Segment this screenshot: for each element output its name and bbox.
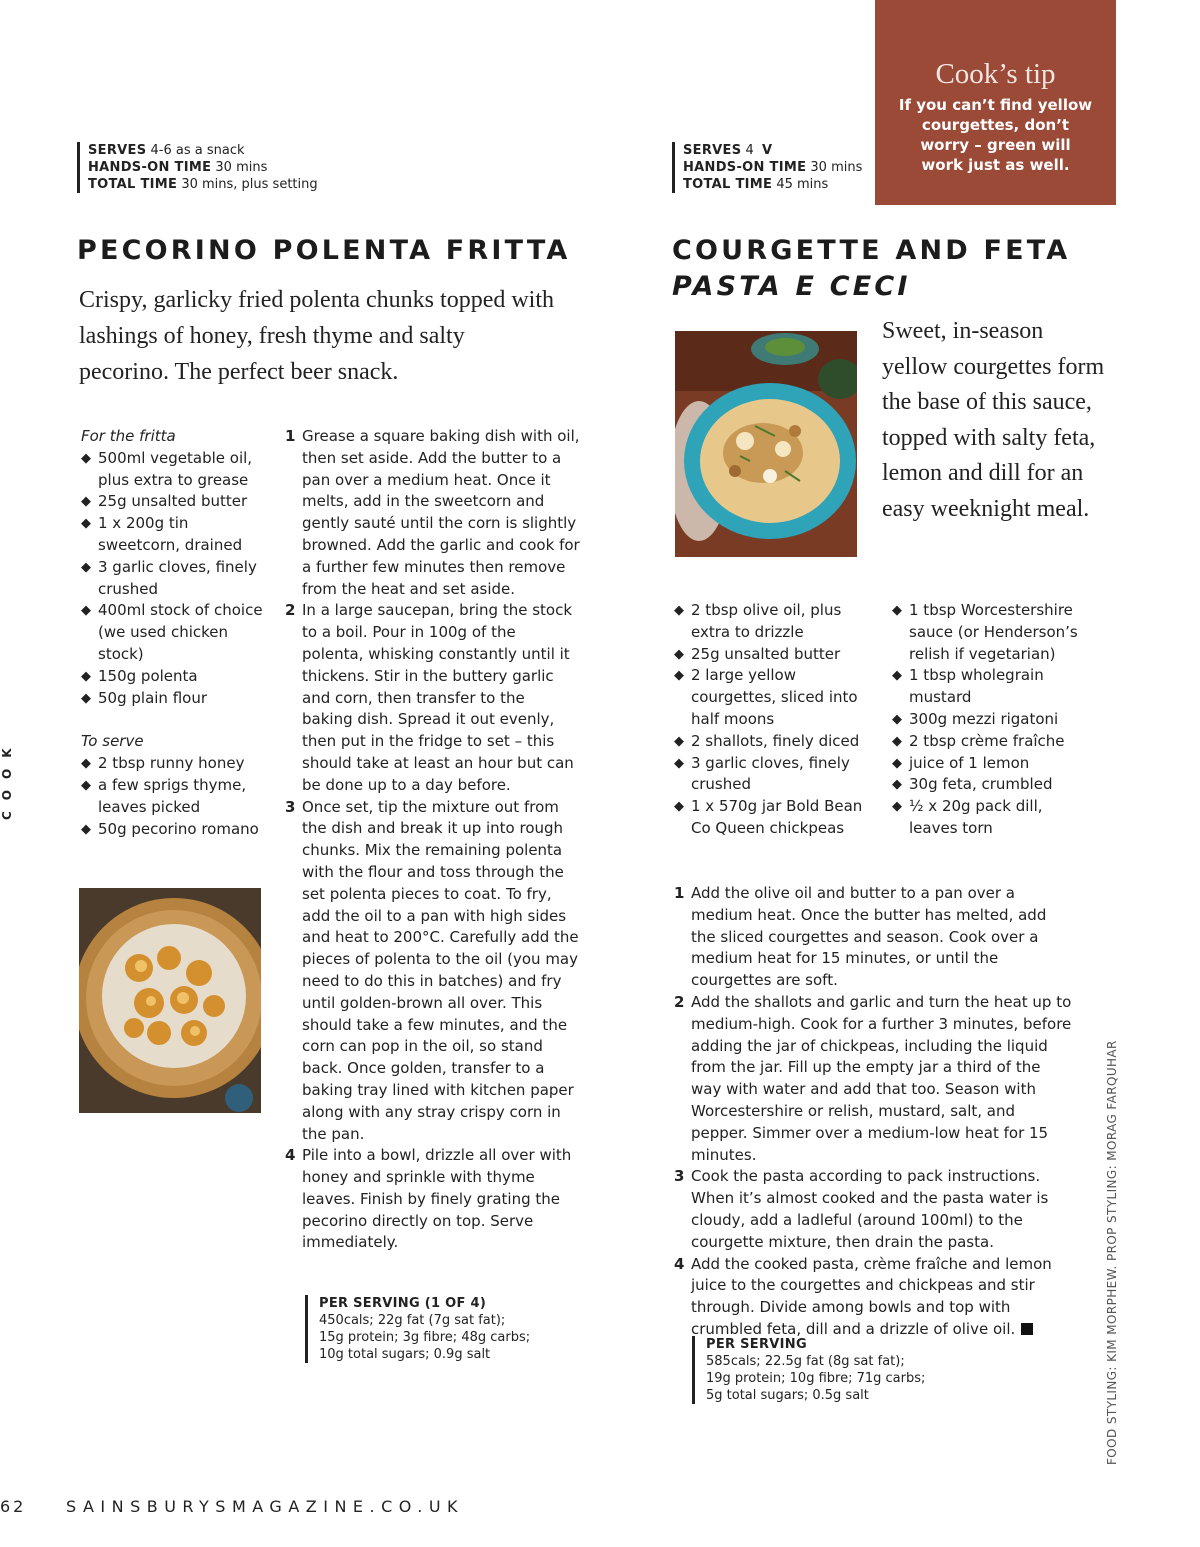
nutrition-label: PER SERVING	[706, 1337, 807, 1352]
serves-label: SERVES	[88, 143, 147, 158]
ingredient-item: ◆ 30g feta, crumbled	[892, 774, 1092, 796]
cooks-tip-box	[875, 0, 1116, 205]
ingredient-item: ◆ 2 large yellow courgettes, sliced into half moons	[674, 665, 874, 730]
right-nutrition	[692, 1336, 966, 1404]
ingredient-item: ◆ 25g unsalted butter	[81, 491, 271, 513]
page-number: 62	[0, 1497, 27, 1516]
nutrition-label: PER SERVING (1 OF 4)	[319, 1296, 487, 1311]
hands-on-value: 30 mins	[810, 160, 863, 175]
serves-value: 4-6 as a snack	[150, 143, 245, 158]
ingredient-item: ◆ 3 garlic cloves, finely crushed	[674, 753, 874, 797]
method-step	[674, 883, 1074, 992]
total-time-label: TOTAL TIME	[683, 177, 773, 192]
ingredient-item: ◆ juice of 1 lemon	[892, 753, 1092, 775]
ingredient-item: ◆ 25g unsalted butter	[674, 644, 874, 666]
left-recipe-title: PECORINO POLENTA FRITTA	[77, 235, 571, 266]
step-number: 4	[674, 1254, 685, 1273]
method-step	[285, 600, 580, 796]
step-number: 3	[285, 797, 296, 816]
polenta-basket-illustration	[79, 888, 261, 1113]
cooks-tip-title: Cook’s tip	[935, 58, 1056, 90]
step-text: Grease a square baking dish with oil, then set aside. Add the butter to a pan over a medium heat. Once it melts, add in the sweetcorn and gently sauté until the corn is slightly browned. Add the garlic and cook for a further few minutes then remove from the heat and set aside.	[302, 427, 580, 598]
ingredient-item: ◆ 1 tbsp wholegrain mustard	[892, 665, 1092, 709]
section-side-label: COOK	[0, 737, 14, 820]
step-number: 2	[674, 992, 685, 1011]
right-recipe-title	[672, 233, 1122, 305]
nutrition-line: 450cals; 22g fat (7g sat fat);	[319, 1313, 506, 1328]
pasta-bowl-illustration	[675, 331, 857, 557]
ingredient-item: ◆ 1 x 200g tin sweetcorn, drained	[81, 513, 271, 557]
ingredient-item: ◆ 1 x 570g jar Bold Bean Co Queen chickpeas	[674, 796, 874, 840]
ingredient-item: ◆ 2 shallots, finely diced	[674, 731, 874, 753]
ingredient-item: ◆ ½ x 20g pack dill, leaves torn	[892, 796, 1092, 840]
ingredient-item: ◆ 150g polenta	[81, 666, 271, 688]
right-ingredients-col1	[674, 600, 874, 840]
ingredient-item: ◆ 50g pecorino romano	[81, 819, 271, 841]
left-method	[285, 426, 580, 1254]
step-text: Add the shallots and garlic and turn the heat up to medium-high. Cook for a further 3 minutes, before adding the jar of chickpeas, including the liquid from the jar. Fill up the empty jar a third of the way with water and add that too. Season with Worcestershire or relish, mustard, salt, and pepper. Simmer over a medium-low heat for 15 minutes.	[691, 992, 1072, 1164]
ingredient-item: ◆ 2 tbsp crème fraîche	[892, 731, 1092, 753]
step-text: In a large saucepan, bring the stock to a boil. Pour in 100g of the polenta, whisking constantly until it thickens. Stir in the buttery garlic and corn, then transfer to the baking dish. Spread it out evenly, then put in the fridge to set – this should take at least an hour but can be done up to a day before.	[302, 601, 574, 794]
right-recipe-intro: Sweet, in-season yellow courgettes form the base of this sauce, topped with salty feta, lemon and dill for an easy weeknight meal.	[882, 318, 1105, 522]
nutrition-line: 19g protein; 10g fibre; 71g carbs;	[706, 1371, 926, 1386]
method-step	[674, 1254, 1074, 1341]
ingredient-item: ◆ 2 tbsp olive oil, plus extra to drizzle	[674, 600, 874, 644]
serves-value: 4	[745, 143, 754, 158]
step-number: 4	[285, 1146, 296, 1165]
step-text: Add the olive oil and butter to a pan over a medium heat. Once the butter has melted, add the sliced courgettes and season. Cook over a medium heat for 15 minutes, or until the courgettes are soft.	[691, 884, 1047, 990]
step-text: Once set, tip the mixture out from the dish and break it up into rough chunks. Mix the remaining polenta with the flour and toss through the set polenta pieces to coat. To fry, add the oil to a pan with high sides and heat to 200°C. Carefully add the pieces of polenta to the oil (you may need to do this in batches) and fry until golden-brown all over. This should take a few minutes, and the corn can pop in the oil, so stand back. Once golden, transfer to a baking tray lined with kitchen paper along with any stray crispy corn in the pan.	[302, 797, 579, 1143]
step-number: 1	[285, 427, 296, 445]
ingredient-item: ◆ a few sprigs thyme, leaves picked	[81, 775, 271, 819]
total-time-value: 30 mins, plus setting	[181, 177, 318, 192]
hands-on-label: HANDS-ON TIME	[683, 160, 807, 175]
right-serves-info	[672, 142, 883, 193]
magazine-website: SAINSBURYSMAGAZINE.CO.UK	[66, 1497, 465, 1516]
hands-on-value: 30 mins	[215, 160, 268, 175]
nutrition-line: 5g total sugars; 0.5g salt	[706, 1388, 869, 1403]
ingredients-section-heading: For the fritta	[81, 427, 176, 445]
method-step	[674, 992, 1074, 1166]
photo-credits: FOOD STYLING: KIM MORPHEW. PROP STYLING: MORAG FARQUHAR	[1105, 1040, 1119, 1465]
total-time-label: TOTAL TIME	[88, 177, 178, 192]
polenta-photo	[79, 888, 261, 1113]
left-serves-info	[77, 142, 388, 193]
ingredient-item: ◆ 400ml stock of choice (we used chicken stock)	[81, 600, 271, 665]
nutrition-line: 585cals; 22.5g fat (8g sat fat);	[706, 1354, 905, 1369]
right-method	[674, 883, 1074, 1341]
method-step	[285, 426, 580, 600]
ingredient-item: ◆ 50g plain flour	[81, 688, 271, 710]
total-time-value: 45 mins	[776, 177, 829, 192]
vegetarian-badge: V	[762, 143, 773, 158]
right-title-line1: COURGETTE AND FETA	[672, 235, 1071, 266]
hands-on-label: HANDS-ON TIME	[88, 160, 212, 175]
nutrition-line: 15g protein; 3g fibre; 48g carbs;	[319, 1330, 531, 1345]
step-number: 3	[674, 1167, 685, 1186]
step-text: Add the cooked pasta, crème fraîche and lemon juice to the courgettes and chickpeas and stir through. Divide among bowls and top with crumbled feta, dill and a drizzle of olive oil.	[691, 1254, 1052, 1338]
ingredients-section-heading: To serve	[81, 732, 144, 751]
end-of-article-mark	[1021, 1323, 1033, 1335]
method-step	[285, 1145, 580, 1254]
step-text: Cook the pasta according to pack instructions. When it’s almost cooked and the pasta water is cloudy, add a ladleful (around 100ml) to the courgette mixture, then drain the pasta.	[691, 1167, 1049, 1251]
ingredient-item: ◆ 1 tbsp Worcestershire sauce (or Henderson’s relish if vegetarian)	[892, 600, 1092, 665]
pasta-photo	[675, 331, 857, 557]
ingredient-item: ◆ 3 garlic cloves, finely crushed	[81, 557, 271, 601]
method-step	[674, 1166, 1074, 1253]
left-recipe-intro: Crispy, garlicky fried polenta chunks topped with lashings of honey, fresh thyme and salty pecorino. The perfect beer snack.	[79, 287, 555, 385]
step-number: 2	[285, 601, 296, 620]
step-text: Pile into a bowl, drizzle all over with honey and sprinkle with thyme leaves. Finish by finely grating the pecorino directly on top. Serve immediately.	[302, 1146, 572, 1252]
ingredient-item: ◆ 2 tbsp runny honey	[81, 753, 271, 775]
method-step	[285, 797, 580, 1146]
left-ingredients	[81, 426, 271, 840]
serves-label: SERVES	[683, 143, 742, 158]
right-title-line2: PASTA E CECI	[672, 271, 911, 302]
ingredient-item: ◆ 300g mezzi rigatoni	[892, 709, 1092, 731]
ingredient-item: ◆ 500ml vegetable oil, plus extra to grease	[81, 448, 271, 492]
cooks-tip-body: If you can’t find yellow courgettes, don’t worry – green will work just as well.	[898, 96, 1093, 174]
step-number: 1	[674, 884, 685, 902]
nutrition-line: 10g total sugars; 0.9g salt	[319, 1347, 491, 1362]
right-ingredients-col2	[892, 600, 1092, 840]
left-nutrition	[305, 1295, 579, 1363]
